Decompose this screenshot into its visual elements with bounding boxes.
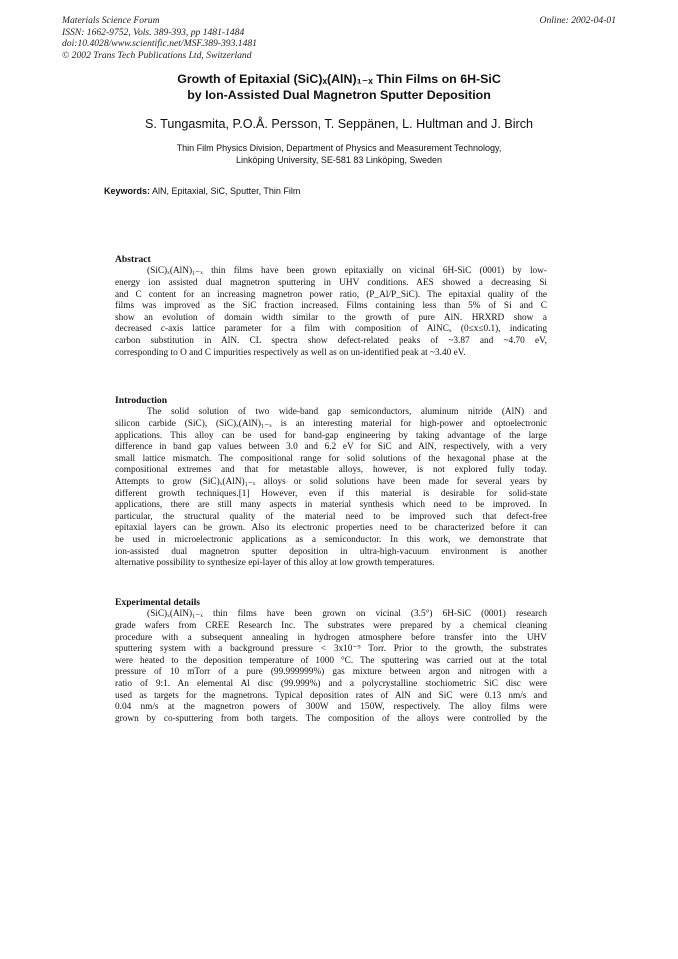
introduction-line: different growth techniques.[1] However, even if this material is desirable for solid-state	[115, 488, 547, 499]
introduction-line: compositional extremes and that for metastable alloys, however, is not explored fully today.	[115, 465, 547, 476]
experimental-line: (SiC)ₓ(AlN)₁₋ₓ thin films have been grown on vicinal (3.5°) 6H-SiC (0001) research	[147, 609, 547, 620]
introduction-section	[115, 395, 547, 570]
abstract-line: and C content for an increasing magnetron power ratio, (P_Al/P_SiC). The epitaxial quality of the	[115, 289, 547, 300]
experimental-line: procedure with a subsequent annealing in hydrogen atmosphere before transfer into the UHV	[115, 632, 547, 643]
experimental-line: grown by co-sputtering from both targets. The composition of the alloys were controlled by the	[115, 713, 547, 724]
abstract-line: show an evolution of domain width similar to the growth of pure AlN. HRXRD show a	[115, 312, 547, 323]
introduction-line: Attempts to grow (SiC)ₓ(AlN)₁₋ₓ alloys or solid solutions have been made for several years by	[115, 476, 547, 487]
copyright-line: © 2002 Trans Tech Publications Ltd, Switzerland	[62, 49, 252, 61]
title-line-2: by Ion-Assisted Dual Magnetron Sputter Deposition	[187, 88, 491, 102]
introduction-line: The solid solution of two wide-band gap semiconductors, aluminum nitride (AlN) and	[147, 407, 547, 418]
experimental-line: ratio of 9:1. An elemental Al disc (99.999%) and a polycrystalline stochiometric SiC disc were	[115, 678, 547, 689]
introduction-heading: Introduction	[115, 395, 168, 406]
affiliation-line-2: Linköping University, SE-581 83 Linköping, Sweden	[236, 155, 442, 166]
abstract-line: (SiC)ₓ(AlN)₁₋ₓ thin films have been grown epitaxially on vicinal 6H-SiC (0001) by low-	[147, 266, 547, 277]
introduction-line: difference in band gap values between 3.0 and 6.2 eV for SiC and AlN, respectively, with a very	[115, 442, 547, 453]
introduction-line: applications, there are still many aspects in material synthesis which need to be improved. In	[115, 500, 547, 511]
journal-header	[62, 15, 257, 61]
issn-line: ISSN: 1662-9752, Vols. 389-393, pp 1481-1484	[62, 26, 245, 38]
affiliation-line-1: Thin Film Physics Division, Department of Physics and Measurement Technology,	[176, 143, 502, 153]
abstract-line: decreased c-axis lattice parameter for a film with composition of AlNCₓ (0≤x≤0.1), indicating	[115, 324, 547, 335]
experimental-section	[115, 597, 547, 725]
abstract-line: films was improved as the SiC fraction increased. Films containing less than 5% of Si and C	[115, 301, 547, 312]
experimental-line: pressure of 10 mTorr of a pure (99.999999%) gas mixture between argon and nitrogen with a	[115, 667, 547, 678]
introduction-line: alternative possibility to synthesize epi-layer of this alloy at low growth temperatures.	[115, 558, 435, 569]
keywords-text: AlN, Epitaxial, SiC, Sputter, Thin Film	[152, 186, 301, 196]
doi-link[interactable]: doi:10.4028/www.scientific.net/MSF.389-393.1481	[62, 38, 257, 50]
online-date: Online: 2002-04-01	[539, 15, 616, 26]
keywords	[104, 186, 300, 196]
paper-title	[0, 71, 678, 103]
introduction-line: silicon carbide (SiC), (SiC)ₓ(AlN)₁₋ₓ is an interesting material for high-power and optoelectronic	[115, 419, 547, 429]
abstract-heading: Abstract	[115, 254, 151, 265]
abstract-line: corresponding to O and C impurities respectively as well as on un-identified peak at ~3.40 eV.	[115, 347, 466, 358]
keywords-label: Keywords:	[104, 186, 151, 196]
experimental-line: were heated to the deposition temperature of 1000 °C. The sputtering was carried out at the total	[115, 655, 547, 666]
title-line-1: Growth of Epitaxial (SiC)ₓ(AlN)₁₋ₓ Thin Films on 6H-SiC	[177, 72, 501, 86]
abstract-section	[115, 254, 547, 359]
experimental-line: 0.04 nm/s at the magnetron powers of 300W and 150W, respectively. The alloy films were	[115, 702, 547, 713]
abstract-line: energy ion assisted dual magnetron sputtering in UHV conditions. AES showed a decreasing Si	[115, 278, 547, 288]
journal-name: Materials Science Forum	[62, 15, 160, 26]
introduction-line: applications. This alloy can be used for band-gap engineering by taking advantage of the large	[115, 430, 547, 441]
experimental-line: grade wafers from CREE Research Inc. The substrates were prepared by a chemical cleaning	[115, 621, 547, 631]
introduction-line: be used in microelectronic applications as a semiconductor. In this work, we demonstrate that	[115, 534, 547, 545]
experimental-line: used as targets for the magnetrons. Typical deposition rates of AlN and SiC were 0.13 nm/s and	[115, 690, 547, 701]
introduction-line: ion-assisted dual magnetron sputter deposition in ultra-high-vacuum environment is another	[115, 546, 547, 557]
affiliation	[0, 142, 678, 167]
abstract-line: carbon substitution in AlN. CL spectra show defect-related peaks of ~3.87 and ~4.70 eV,	[115, 335, 547, 346]
experimental-heading: Experimental details	[115, 597, 201, 608]
author-list: S. Tungasmita, P.O.Å. Persson, T. Seppänen, L. Hultman and J. Birch	[144, 117, 534, 131]
introduction-line: particular, the structural quality of the material need to be improved such that defect-free	[115, 511, 547, 522]
introduction-line: epitaxial layers can be grown. Also its electronic properties need to be characterized before it can	[115, 523, 547, 534]
introduction-line: small lattice mismatch. The compositional range for solid solutions of the hexagonal phase at the	[115, 453, 547, 464]
experimental-line: sputtering system with a background pressure < 3x10⁻⁹ Torr. Prior to the growth, the substrates	[115, 644, 547, 655]
